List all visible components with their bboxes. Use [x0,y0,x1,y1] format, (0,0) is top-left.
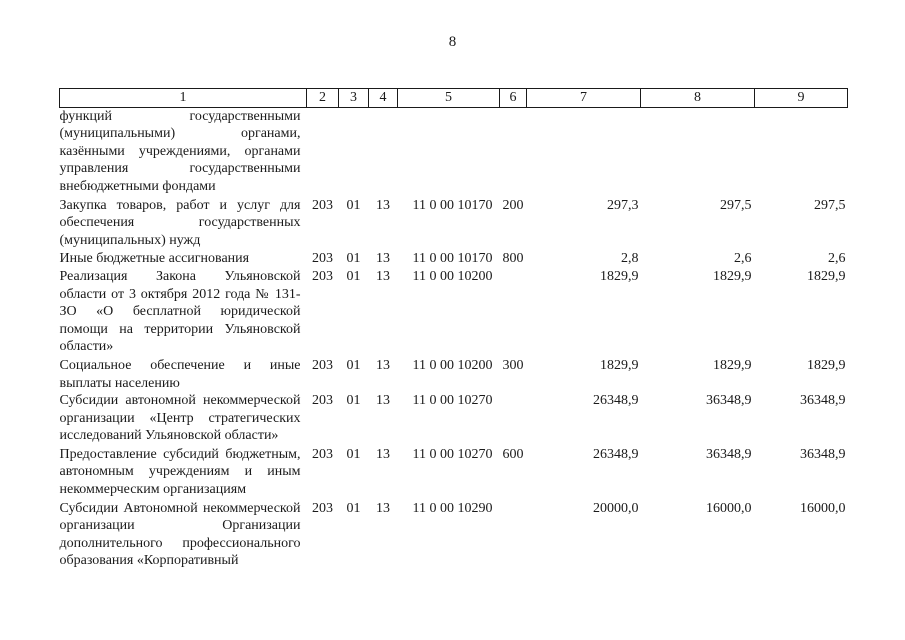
subsection-cell [369,107,398,195]
admin-code-cell [307,107,339,195]
admin-code-cell: 203 [312,251,333,267]
expense-type-cell: 200 [502,197,524,213]
subsection-cell: 13 [376,446,390,462]
table-row [60,356,848,392]
amount-col8-cell: 16000,0 [706,500,752,516]
amount-col7-cell: 1829,9 [600,357,639,373]
section-cell: 01 [346,500,361,516]
amount-col9-cell: 36348,9 [800,393,846,409]
amount-col7-cell: 26348,9 [593,446,639,462]
amount-col8-cell: 36348,9 [706,393,752,409]
amount-col8-cell: 1829,9 [713,357,752,373]
amount-col7-cell: 2,8 [621,251,639,267]
expense-type-cell: 800 [502,251,524,267]
table-row [60,499,848,570]
expense-type-cell: 300 [502,357,524,373]
amount-col9-cell: 16000,0 [800,500,846,516]
section-cell [339,107,369,195]
amount-col9-cell [755,107,848,195]
column-header-6: 6 [500,89,527,108]
admin-code-cell: 203 [312,446,333,462]
subsection-cell: 13 [376,393,390,409]
expense-type-cell: 600 [502,446,524,462]
page-number: 8 [448,34,457,50]
amount-col9-cell: 297,5 [814,197,846,213]
column-header-7: 7 [527,89,641,108]
amount-col8-cell: 297,5 [720,197,752,213]
target-item-cell: 11 0 00 10170 [412,251,493,267]
subsection-cell: 13 [376,251,390,267]
table-row [60,392,848,445]
row-name-cell: Закупка товаров, работ и услуг для обеспечения государственных (муниципальных) нужд [59,197,301,248]
amount-col7-cell: 20000,0 [593,500,639,516]
row-name-cell: функций государственными (муниципальными) органами, казёнными учреждениями, органами управления государственными внебюджетными фондами [59,108,301,194]
table-row [60,445,848,499]
expense-type-cell [500,268,527,356]
amount-col8-cell: 36348,9 [706,446,752,462]
section-cell: 01 [346,446,361,462]
admin-code-cell: 203 [312,500,333,516]
row-name-cell: Реализация Закона Ульяновской области от 3 октября 2012 года № 131-ЗО «О бесплатной юридической помощи на территории Ульяновской области» [59,268,301,355]
section-cell: 01 [346,268,361,284]
target-item-cell: 11 0 00 10200 [412,268,493,284]
row-name-cell: Предоставление субсидий бюджетным, автономным учреждениям и иным некоммерческим организациям [59,446,301,498]
expense-type-cell [500,499,527,570]
target-item-cell: 11 0 00 10270 [412,393,493,409]
column-header-9: 9 [755,89,848,108]
expense-type-cell [500,392,527,445]
amount-col7-cell [527,107,641,195]
subsection-cell: 13 [376,500,390,516]
admin-code-cell: 203 [312,268,333,284]
section-cell: 01 [346,251,361,267]
target-item-cell: 11 0 00 10270 [412,446,493,462]
target-item-cell: 11 0 00 10200 [412,357,493,373]
column-header-2: 2 [307,89,339,108]
subsection-cell: 13 [376,357,390,373]
amount-col8-cell [641,107,755,195]
column-header-4: 4 [369,89,398,108]
expense-type-cell [500,107,527,195]
column-header-5: 5 [398,89,500,108]
amount-col7-cell: 1829,9 [600,268,639,284]
budget-table [59,88,848,570]
amount-col8-cell: 1829,9 [713,268,752,284]
target-item-cell [398,107,500,195]
table-row [60,268,848,356]
admin-code-cell: 203 [312,393,333,409]
amount-col9-cell: 36348,9 [800,446,846,462]
target-item-cell: 11 0 00 10290 [412,500,493,516]
amount-col9-cell: 1829,9 [807,357,846,373]
row-name-cell: Иные бюджетные ассигнования [59,251,250,267]
header-row [60,89,848,108]
amount-col9-cell: 2,6 [828,251,846,267]
row-name-cell: Социальное обеспечение и иные выплаты населению [59,357,301,391]
table-row [60,196,848,250]
section-cell: 01 [346,357,361,373]
amount-col9-cell: 1829,9 [807,268,846,284]
amount-col7-cell: 26348,9 [593,393,639,409]
amount-col7-cell: 297,3 [607,197,639,213]
table-row [60,107,848,195]
section-cell: 01 [346,197,361,213]
admin-code-cell: 203 [312,197,333,213]
row-name-cell: Субсидии Автономной некоммерческой организации Организации дополнительного профессионального образования «Корпоративный [59,500,301,569]
subsection-cell: 13 [376,197,390,213]
amount-col8-cell: 2,6 [734,251,752,267]
section-cell: 01 [346,393,361,409]
column-header-3: 3 [339,89,369,108]
admin-code-cell: 203 [312,357,333,373]
column-header-8: 8 [641,89,755,108]
row-name-cell: Субсидии автономной некоммерческой организации «Центр стратегических исследований Ульяновской области» [59,393,301,444]
table-row [60,249,848,268]
target-item-cell: 11 0 00 10170 [412,197,493,213]
subsection-cell: 13 [376,268,390,284]
column-header-1: 1 [60,89,307,108]
